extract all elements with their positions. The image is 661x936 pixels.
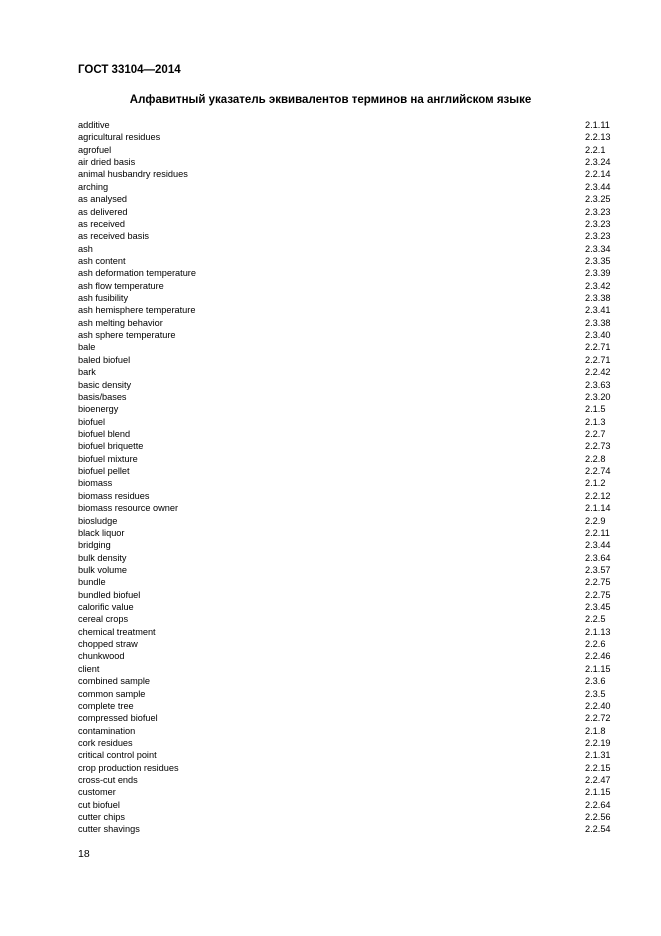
entry-term: ash melting behavior [78,317,163,328]
entry-term: bundled biofuel [78,589,141,600]
entry-ref: 2.2.7 [585,428,606,439]
index-entry [78,304,614,316]
entry-term: client [78,663,100,674]
entry-ref: 2.3.23 [585,206,611,217]
index-entry [78,453,614,465]
entry-term: as delivered [78,206,128,217]
index-entry [78,193,614,205]
entry-term: calorific value [78,602,134,613]
entry-ref: 2.2.12 [585,490,611,501]
index-entry [78,218,614,230]
entry-ref: 2.3.34 [585,243,611,254]
entry-ref: 2.2.73 [585,441,611,452]
entry-term: basis/bases [78,391,127,402]
entry-term: biomass resource owner [78,503,179,514]
entry-ref: 2.1.15 [585,663,611,674]
index-entry [78,762,614,774]
entry-term: black liquor [78,527,125,538]
index-entry [78,379,614,391]
entry-term: combined sample [78,676,151,687]
index-entry [78,502,614,514]
entry-term: contamination [78,725,136,736]
index-entry [78,650,614,662]
entry-ref: 2.3.39 [585,268,611,279]
index-entry [78,131,614,143]
entry-term: as analysed [78,194,128,205]
entry-ref: 2.3.38 [585,317,611,328]
entry-ref: 2.1.31 [585,750,611,761]
entry-ref: 2.2.8 [585,453,606,464]
entry-term: air dried basis [78,157,136,168]
entry-ref: 2.2.72 [585,713,611,724]
entry-ref: 2.3.42 [585,280,611,291]
entry-term: as received basis [78,231,149,242]
index-entry [78,626,614,638]
entry-term: cereal crops [78,614,129,625]
index-entry [78,156,614,168]
page-number: 18 [78,848,90,860]
index-title: Алфавитный указатель эквивалентов терминов на английском языке [129,94,532,106]
index-entry [78,280,614,292]
index-entry [78,515,614,527]
index-entry [78,267,614,279]
index-entry [78,465,614,477]
entry-ref: 2.2.42 [585,367,611,378]
entry-ref: 2.2.71 [585,354,611,365]
entry-term: cutter shavings [78,824,140,835]
index-entry [78,119,614,131]
entry-ref: 2.2.19 [585,737,611,748]
entry-ref: 2.3.25 [585,194,611,205]
index-entry [78,564,614,576]
index-entry [78,638,614,650]
entry-ref: 2.2.64 [585,799,611,810]
entry-ref: 2.2.75 [585,577,611,588]
entry-ref: 2.2.74 [585,466,611,477]
entry-ref: 2.3.38 [585,293,611,304]
entry-ref: 2.3.40 [585,330,611,341]
entry-ref: 2.2.71 [585,342,611,353]
index-entry [78,292,614,304]
entry-term: agrofuel [78,144,112,155]
entry-term: animal husbandry residues [78,169,188,180]
index-entry [78,403,614,415]
entry-term: ash sphere temperature [78,330,176,341]
index-entry [78,440,614,452]
entry-ref: 2.3.20 [585,391,611,402]
entry-term: chopped straw [78,639,138,650]
index-entry [78,490,614,502]
entry-ref: 2.2.14 [585,169,611,180]
entry-term: basic density [78,379,132,390]
entry-term: biosludge [78,515,118,526]
entry-term: biofuel [78,416,106,427]
entry-term: additive [78,120,110,130]
entry-ref: 2.2.46 [585,651,611,662]
index-entry [78,663,614,675]
index-entry [78,144,614,156]
entry-ref: 2.1.13 [585,626,611,637]
index-entry [78,552,614,564]
entry-term: ash hemisphere temperature [78,305,196,316]
entry-term: chunkwood [78,651,125,662]
index-entry [78,737,614,749]
index-entry [78,823,614,835]
entry-term: bioenergy [78,404,119,415]
entry-ref: 2.2.6 [585,639,606,650]
entry-term: biomass residues [78,490,150,501]
entry-ref: 2.3.64 [585,552,611,563]
entry-term: bale [78,342,96,353]
index-entry [78,354,614,366]
entry-term: common sample [78,688,146,699]
entry-term: customer [78,787,116,798]
entry-ref: 2.3.57 [585,564,611,575]
index-entry [78,589,614,601]
index-entry [78,613,614,625]
entry-term: cutter chips [78,812,125,823]
entry-term: crop production residues [78,762,179,773]
entry-ref: 2.2.11 [585,527,610,538]
entry-term: bulk density [78,552,127,563]
entry-ref: 2.1.14 [585,503,611,514]
entry-term: biofuel mixture [78,453,138,464]
entry-ref: 2.3.6 [585,676,606,687]
index-entry [78,811,614,823]
index-entry [78,576,614,588]
index-entry [78,243,614,255]
index-entry [78,168,614,180]
index-entry [78,675,614,687]
index-entry [78,366,614,378]
entry-term: as received [78,218,125,229]
entry-term: bundle [78,577,106,588]
index-entry [78,700,614,712]
index-entry [78,786,614,798]
entry-ref: 2.3.44 [585,181,611,192]
entry-term: biofuel pellet [78,466,130,477]
entry-term: ash flow temperature [78,280,164,291]
entry-ref: 2.1.8 [585,725,606,736]
entry-term: ash deformation temperature [78,268,196,279]
index-entry [78,539,614,551]
document-standard-header: ГОСТ 33104—2014 [78,64,181,76]
entry-term: ash content [78,255,126,266]
entry-ref: 2.2.54 [585,824,611,835]
index-entry [78,725,614,737]
entry-ref: 2.3.44 [585,540,611,551]
index-entry [78,329,614,341]
index-entry [78,230,614,242]
index-entry [78,181,614,193]
entry-ref: 2.2.5 [585,614,606,625]
entry-ref: 2.2.1 [585,144,606,155]
entry-term: ash [78,243,93,254]
index-entry [78,712,614,724]
entry-term: bulk volume [78,564,128,575]
entry-ref: 2.3.63 [585,379,611,390]
entry-ref: 2.1.5 [585,404,606,415]
entry-ref: 2.3.23 [585,231,611,242]
entry-term: biomass [78,478,113,489]
entry-term: compressed biofuel [78,713,158,724]
index-entry [78,428,614,440]
index-entry [78,749,614,761]
entry-ref: 2.2.47 [585,775,611,786]
index-entry [78,206,614,218]
index-entry [78,799,614,811]
entry-ref: 2.3.35 [585,255,611,266]
entry-term: ash fusibility [78,293,129,304]
entry-term: baled biofuel [78,354,131,365]
index-entry [78,317,614,329]
entry-term: cross-cut ends [78,775,138,786]
index-entry [78,391,614,403]
entry-term: bridging [78,540,111,551]
entry-ref: 2.2.13 [585,132,611,143]
entry-ref: 2.3.45 [585,602,611,613]
index-entry [78,416,614,428]
index-entry [78,477,614,489]
term-index-list [78,119,614,836]
entry-term: arching [78,181,109,192]
index-entry [78,601,614,613]
index-entry [78,341,614,353]
entry-term: biofuel blend [78,428,131,439]
entry-ref: 2.1.2 [585,478,606,489]
index-entry [78,255,614,267]
entry-term: cut biofuel [78,799,120,810]
entry-term: critical control point [78,750,157,761]
entry-term: complete tree [78,700,134,711]
entry-term: biofuel briquette [78,441,144,452]
entry-ref: 2.1.11 [585,120,610,130]
entry-ref: 2.2.75 [585,589,611,600]
entry-ref: 2.1.15 [585,787,611,798]
entry-term: chemical treatment [78,626,156,637]
entry-ref: 2.3.5 [585,688,606,699]
entry-term: agricultural residues [78,132,161,143]
entry-ref: 2.3.41 [585,305,611,316]
index-entry [78,527,614,539]
entry-ref: 2.3.23 [585,218,611,229]
entry-ref: 2.2.9 [585,515,606,526]
index-entry [78,774,614,786]
entry-term: bark [78,367,96,378]
entry-ref: 2.2.15 [585,762,611,773]
entry-ref: 2.2.56 [585,812,611,823]
entry-ref: 2.3.24 [585,157,611,168]
entry-term: cork residues [78,737,133,748]
entry-ref: 2.2.40 [585,700,611,711]
index-entry [78,688,614,700]
entry-ref: 2.1.3 [585,416,606,427]
